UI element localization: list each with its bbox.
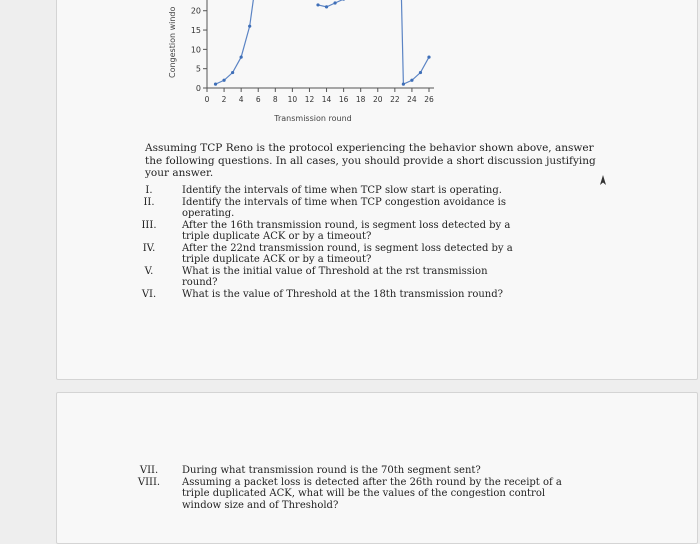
x-tick-label: 10	[287, 95, 298, 104]
question-text: Assuming a packet loss is detected after the 26th round by the receipt of a triple duplicated ACK, what will be the values of the congestion control window size and of Threshold?	[182, 476, 562, 511]
data-point	[427, 55, 430, 58]
question-text: During what transmission round is the 70th segment sent?	[182, 465, 481, 476]
data-point	[222, 79, 225, 82]
x-tick-label: 18	[355, 95, 366, 104]
question-number: V.	[144, 265, 154, 277]
y-tick-label: 20	[190, 6, 201, 16]
data-point	[240, 55, 243, 58]
data-point	[410, 79, 413, 82]
question-text: After the 22nd transmission round, is segment loss detected by a triple duplicate ACK or by a timeout?	[182, 242, 513, 265]
data-point	[419, 71, 422, 74]
question-text: What is the initial value of Threshold at the rst transmission round?	[182, 265, 488, 288]
question-number: VIII.	[137, 476, 161, 488]
x-tick-label: 14	[321, 95, 332, 104]
question-item	[132, 477, 572, 512]
question-text: Identify the intervals of time when TCP slow start is operating.	[182, 185, 502, 196]
series-line	[216, 0, 266, 84]
x-axis-label: Transmission round	[274, 114, 352, 123]
question-item	[132, 465, 572, 477]
data-point	[342, 0, 345, 1]
question-item	[132, 197, 522, 220]
question-text: What is the value of Threshold at the 18th transmission round?	[182, 288, 504, 300]
series-line	[318, 0, 344, 7]
data-point	[231, 71, 234, 74]
question-number: IV.	[142, 242, 156, 254]
question-list-continued	[132, 465, 572, 511]
question-text: After the 16th transmission round, is segment loss detected by a triple duplicate ACK or by a timeout?	[182, 219, 511, 242]
question-item	[132, 266, 522, 289]
x-tick-label: 22	[390, 95, 400, 104]
y-axis-label: Congestion windo	[168, 6, 177, 78]
data-point	[316, 3, 319, 6]
question-number: VII.	[139, 465, 159, 476]
question-number: VI.	[141, 288, 157, 300]
x-tick-label: 6	[255, 95, 261, 104]
mouse-pointer-icon	[596, 173, 610, 187]
x-tick-label: 24	[407, 95, 417, 104]
x-tick-label: 20	[372, 95, 383, 104]
question-item	[132, 185, 522, 197]
question-item	[132, 243, 522, 266]
data-point	[333, 1, 336, 4]
question-list	[132, 185, 522, 300]
question-item	[132, 220, 522, 243]
x-tick-label: 0	[204, 95, 210, 104]
data-point	[325, 5, 328, 8]
question-text: Identify the intervals of time when TCP congestion avoidance is operating.	[182, 196, 506, 219]
y-tick-label: 10	[190, 45, 201, 55]
intro-paragraph: Assuming TCP Reno is the protocol experiencing the behavior shown above, answer the following questions. In all cases, you should provide a short discussion justifying your answer.	[145, 142, 596, 179]
question-number: I.	[145, 185, 153, 196]
series-line	[400, 0, 429, 84]
data-point	[248, 25, 251, 28]
x-tick-label: 26	[424, 95, 434, 104]
question-number: III.	[141, 219, 157, 231]
question-item	[132, 289, 522, 301]
y-tick-label: 0	[195, 84, 201, 93]
data-point	[402, 83, 405, 86]
congestion-window-chart	[164, 0, 444, 130]
x-tick-label: 2	[221, 95, 227, 104]
question-number: II.	[143, 196, 155, 208]
x-tick-label: 8	[272, 95, 278, 104]
data-point	[214, 83, 217, 86]
x-tick-label: 4	[238, 95, 244, 104]
x-tick-label: 16	[338, 95, 349, 104]
x-tick-label: 12	[304, 95, 315, 104]
y-tick-label: 15	[190, 26, 201, 36]
y-tick-label: 5	[195, 64, 201, 74]
